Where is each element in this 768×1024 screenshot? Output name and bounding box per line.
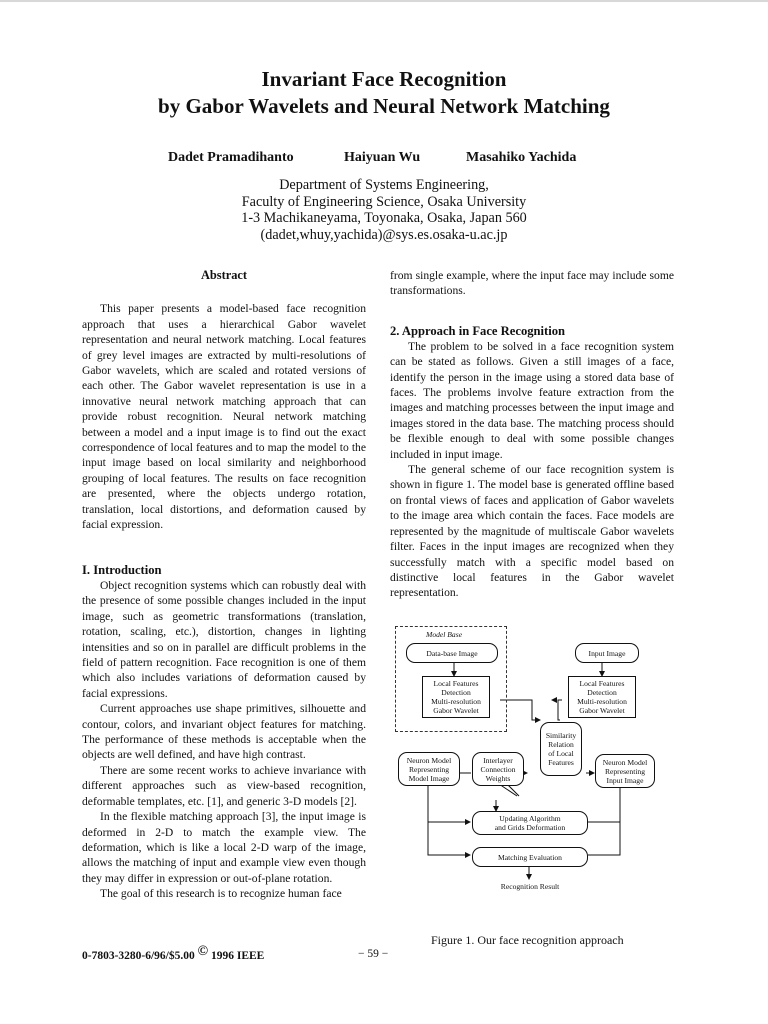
model-base-label: Model Base: [426, 630, 463, 639]
footer-price: 0-7803-3280-6/96/$5.00: [82, 950, 195, 962]
paragraph: from single example, where the input face may include some transformations.: [390, 269, 674, 298]
recognition-result-label: Recognition Result: [500, 882, 560, 891]
affiliation-email: (dadet,whuy,yachida)@sys.es.osaka-u.ac.jp: [260, 226, 508, 243]
copyright-symbol: ©: [197, 944, 209, 959]
author-name: Dadet Pramadihanto: [168, 150, 294, 165]
footer-copyright: [82, 944, 265, 964]
paper-title-line-2: by Gabor Wavelets and Neural Network Matching: [158, 94, 610, 118]
abstract-section: [82, 268, 366, 533]
page-number: − 59 −: [358, 948, 389, 960]
paragraph: The goal of this research is to recognize human face: [100, 887, 342, 901]
matching-evaluation-node: Matching Evaluation: [472, 847, 588, 867]
section-2-heading: 2. Approach in Face Recognition: [390, 323, 566, 338]
input-image-node: Input Image: [575, 643, 639, 663]
interlayer-weights-node: Interlayer Connection Weights: [472, 752, 524, 786]
affiliation-line: Department of Systems Engineering,: [279, 177, 489, 193]
figure-caption: Figure 1. Our face recognition approach: [431, 933, 624, 947]
right-column-text: [390, 268, 674, 601]
author-name: Masahiko Yachida: [466, 150, 577, 165]
affiliation: [0, 177, 768, 243]
top-rule: [0, 0, 768, 2]
author-name: Haiyuan Wu: [344, 150, 421, 165]
paper-title-line-1: Invariant Face Recognition: [261, 67, 507, 91]
abstract-text: This paper presents a model-based face recognition approach that uses a hierarchical Gabor wavelet representation and neural network matching. Local features of grey level images are extracted by multi-resolutions of Gabor wavelets, which are scaled and rotated versions of each other. The Gabor wavelet representation is use in a innovative neural network matching approach that can provide robust recognition. Neural network matching between a model and a input image is to find out the exact correspondence of local features and to map the model to the input image based on local similarity and neighborhood grouping of local features. The results on face recognition are presented, where the objects undergo rotation, translation, local distortions, and deformation caused by facial expression.: [82, 302, 366, 532]
footer-year: 1996 IEEE: [210, 950, 265, 962]
updating-algorithm-node: Updating Algorithm and Grids Deformation: [472, 811, 588, 835]
similarity-relation-node: Similarity Relation of Local Features: [540, 722, 582, 776]
local-features-input-node: Local Features Detection Multi-resolution Gabor Wavelet: [568, 676, 636, 718]
paragraph: The general scheme of our face recognition system is shown in figure 1. The model base is generated offline based on frontal views of faces and application of Gabor wavelets to the image area which contain the faces. Face models are represented by the magnitude of multiscale Gabor wavelets filter. Faces in the input images are recognized when they successfully match with a specific model based on distinctive local features in the Gabor wavelet representation.: [390, 463, 674, 600]
paragraph: Current approaches use shape primitives, silhouette and contour, colors, and invariant object features for matching. The performance of these methods is acceptable when the objects are well defined, and have high contrast.: [82, 702, 366, 762]
neuron-model-image-node: Neuron Model Representing Model Image: [398, 752, 460, 786]
affiliation-line: 1-3 Machikaneyama, Toyonaka, Osaka, Japan 560: [241, 210, 527, 226]
figure-1-diagram: [392, 626, 662, 901]
paragraph: There are some recent works to achieve invariance with different approaches such as view-based recognition, deformable templates, etc. [1], and generic 3-D models [2].: [82, 763, 366, 808]
introduction-section: [82, 562, 366, 902]
local-features-model-node: Local Features Detection Multi-resolution Gabor Wavelet: [422, 676, 490, 718]
abstract-heading: Abstract: [200, 268, 248, 282]
affiliation-line: Faculty of Engineering Science, Osaka University: [241, 193, 527, 210]
paragraph: In the flexible matching approach [3], the input image is deformed in 2-D to match the example view. The deformation, which is like a local 2-D warp of the image, allows the matching of input and example view even though they may differ in expression or out-of-plane rotation.: [82, 810, 366, 885]
introduction-heading: I. Introduction: [82, 563, 162, 577]
paragraph: Object recognition systems which can robustly deal with the presence of some possible changes included in the input image, such as geometric transformations (translation, rotation, scaling, etc.), distortion, changes in lighting intensities and so on in parallel are difficult problems in the field of pattern recognition. Face recognition is one of them which also includes variations of deformation caused by facial expressions.: [82, 579, 366, 700]
paragraph: The problem to be solved in a face recognition system can be stated as follows. Given a still images of a face, identify the person in the image using a stored data base of faces. The problems involve feature extraction from the images and matching processes between the input image and images stored in the data base. The matching process should be flexible enough to deal with some possible changes included in input image.: [390, 339, 674, 461]
database-image-node: Data-base Image: [406, 643, 498, 663]
neuron-input-image-node: Neuron Model Representing Input Image: [595, 754, 655, 788]
